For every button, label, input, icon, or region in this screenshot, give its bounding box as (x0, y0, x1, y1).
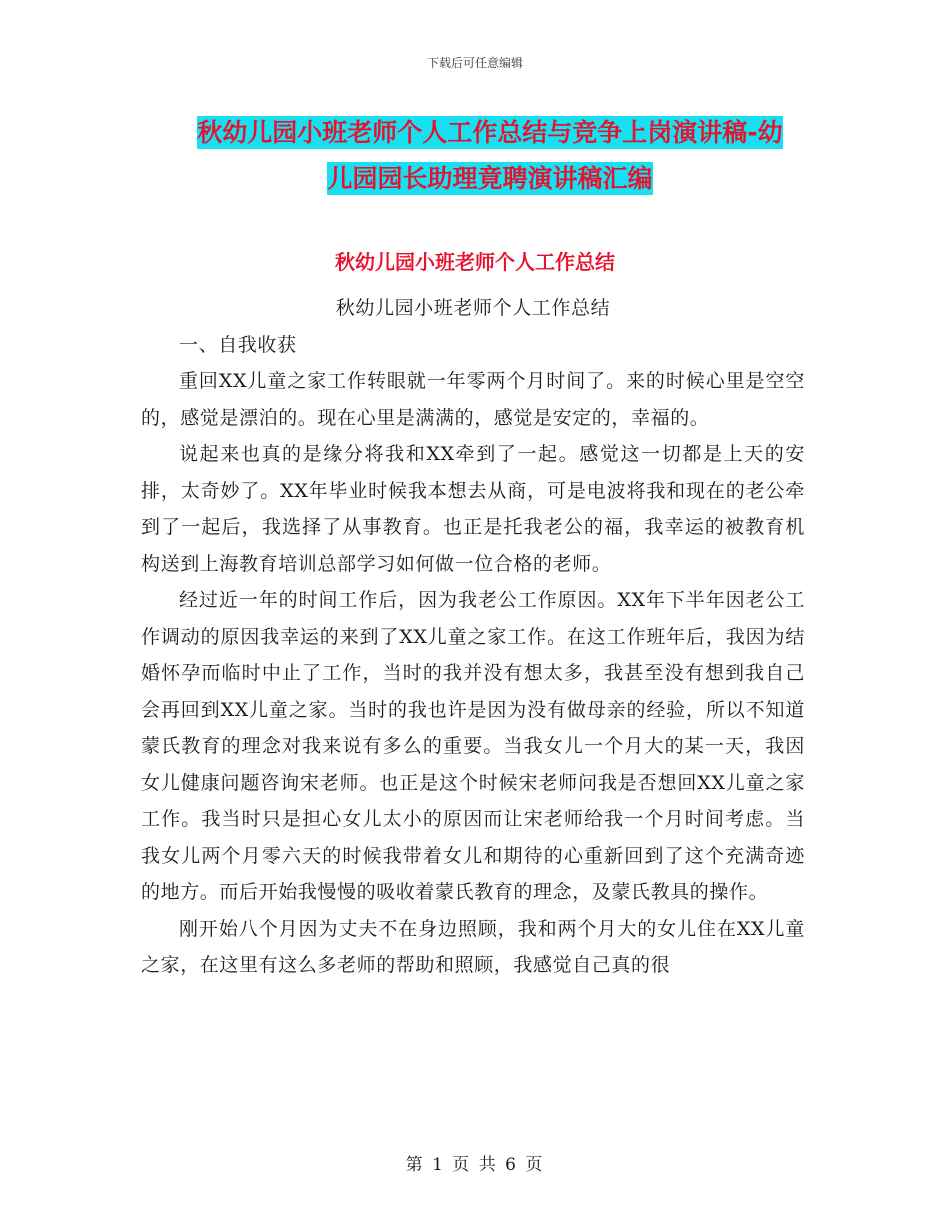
document-title (140, 110, 840, 202)
document-title-line-2: 儿园园长助理竟聘演讲稿汇编 (327, 164, 653, 193)
body-paragraph-heading: 一、自我收获 (179, 333, 297, 356)
section-title: 秋幼儿园小班老师个人工作总结 (335, 250, 615, 274)
page-number-footer: 第 1 页 共 6 页 (405, 1155, 545, 1175)
document-body (141, 290, 805, 984)
body-paragraph: 说起来也真的是缘分将我和XX牵到了一起。感觉这一切都是上天的安排，太奇妙了。XX年毕业时候我本想去从商，可是电波将我和现在的老公牵到了一起后，我选择了从事教育。也正是托我老公的福，我幸运的被教育机构送到上海教育培训总部学习如何做一位合格的老师。 (141, 443, 805, 575)
body-subtitle: 秋幼儿园小班老师个人工作总结 (335, 297, 611, 319)
body-paragraph: 重回XX儿童之家工作转眼就一年零两个月时间了。来的时候心里是空空的，感觉是漂泊的。现在心里是满满的，感觉是安定的，幸福的。 (141, 370, 805, 429)
page-header-note: 下载后可任意编辑 (426, 56, 523, 70)
body-paragraph: 刚开始八个月因为丈夫不在身边照顾，我和两个月大的女儿住在XX儿童之家，在这里有这么多老师的帮助和照顾，我感觉自己真的很 (141, 917, 805, 976)
body-paragraph: 经过近一年的时间工作后，因为我老公工作原因。XX年下半年因老公工作调动的原因我幸运的来到了XX儿童之家工作。在这工作班年后，我因为结婚怀孕而临时中止了工作，当时的我并没有想太多，我甚至没有想到我自己会再回到XX儿童之家。当时的我也许是因为没有做母亲的经验，所以不知道蒙氏教育的理念对我来说有多么的重要。当我女儿一个月大的某一天，我因女儿健康问题咨询宋老师。也正是这个时候宋老师问我是否想回XX儿童之家工作。我当时只是担心女儿太小的原因而让宋老师给我一个月时间考虑。当我女儿两个月零六天的时候我带着女儿和期待的心重新回到了这个充满奇迹的地方。而后开始我慢慢的吸收着蒙氏教育的理念，及蒙氏教具的操作。 (141, 589, 805, 903)
document-title-line-1: 秋幼儿园小班老师个人工作总结与竞争上岗演讲稿-幼 (197, 118, 783, 147)
